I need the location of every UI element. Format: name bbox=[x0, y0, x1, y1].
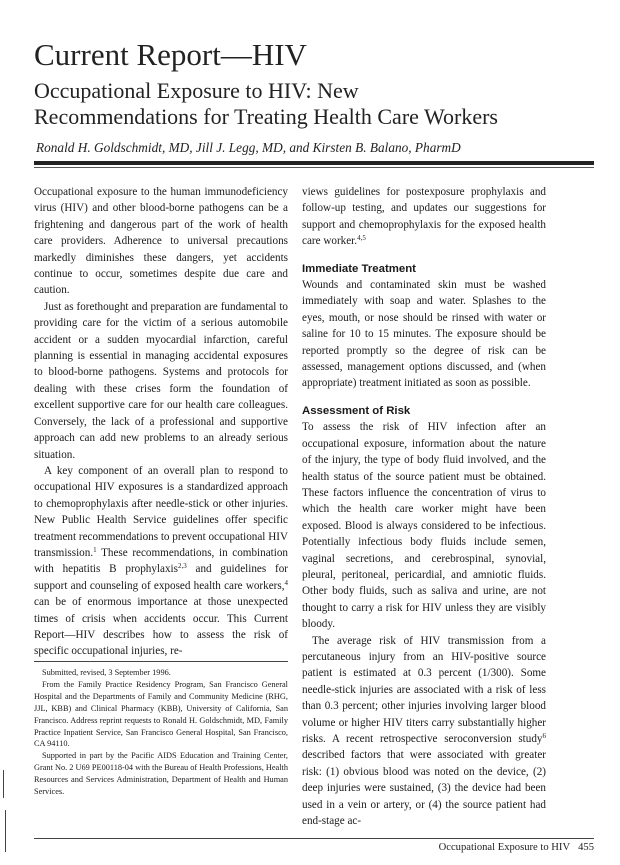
article-title-line-2: Recommendations for Treating Health Care Workers bbox=[34, 104, 498, 129]
footnote-submitted: Submitted, revised, 3 September 1996. bbox=[42, 668, 171, 677]
reference-4-5: 4,5 bbox=[357, 234, 366, 243]
intro-paragraph: Occupational exposure to the human immunodeficiency virus (HIV) and other blood-borne pathogens can be a frightening and dangerous part of the work of health care providers. Adherence to universal precautions markedly diminishes these dangers, yet accidents continue to occur, sometimes despite due care and caution. bbox=[34, 186, 288, 297]
series-title: Current Report—HIV bbox=[34, 37, 307, 72]
scan-edge-mark bbox=[3, 770, 4, 798]
header-rule-thin bbox=[34, 167, 594, 168]
guidelines-text-b: These recommendations, in combination with hepatitis B prophylaxis bbox=[34, 546, 288, 576]
footnote-block bbox=[34, 667, 288, 798]
heading-immediate-treatment: Immediate Treatment bbox=[302, 262, 416, 275]
continued-text: views guidelines for postexposure prophylaxis and follow-up testing, and updates our suggestions for support and chemoprophylaxis for the exposed health care worker. bbox=[302, 186, 546, 248]
header-rule-thick bbox=[34, 161, 594, 165]
reference-1: 1 bbox=[93, 545, 97, 554]
continued-paragraph bbox=[302, 184, 546, 250]
footnote-rule bbox=[34, 661, 288, 662]
scan-edge-mark-2 bbox=[5, 810, 6, 852]
guidelines-text-d: can be of enormous importance at those unexpected times of crisis when accidents occur. This Current Report—HIV describes how to assess the risk of specific occupational injuries, re- bbox=[34, 596, 288, 658]
transmission-text-b: described factors that were associated with greater risk: (1) obvious blood was noted on the device, (2) deep injuries were sustained, (3) the device had been used in a vein or artery, or (4) the source patient had end-stage ac- bbox=[302, 749, 546, 828]
footnote-support: Supported in part by the Pacific AIDS Education and Training Center, Grant No. 2 U69 PE00118-04 with the Bureau of Health Professions, Health Resources and Services Administration, Department of Health and Human Services. bbox=[34, 751, 288, 797]
transmission-text-a: The average risk of HIV transmission from a percutaneous injury from an HIV-positive source patient is estimated at 0.3 percent (1/300). Some needle-stick injuries are associated with a risk of less than 0.3 percent; other injuries involving larger blood volume or higher HIV titers carry substantially higher risks. A recent retrospective seroconversion study bbox=[302, 634, 546, 745]
page-number: 455 bbox=[578, 842, 594, 853]
guidelines-text-c: and guidelines for support and counseling of exposed health care workers, bbox=[34, 563, 288, 592]
running-footer bbox=[376, 842, 594, 853]
reference-2-3: 2,3 bbox=[177, 562, 187, 571]
left-column bbox=[34, 184, 288, 660]
article-title-line-1: Occupational Exposure to HIV: New bbox=[34, 78, 359, 103]
planning-paragraph: Just as forethought and preparation are fundamental to providing care for the victim of a serious automobile accident or a sudden myocardial infarction, careful planning is essential in managing accidental exposures to blood-borne pathogens. Systems and protocols for dealing with these crises form the foundation of excellent supportive care for our health care colleagues. Conversely, the lack of a professional and supportive approach can add new problems to an already serious situation. bbox=[34, 300, 288, 461]
author-byline: Ronald H. Goldschmidt, MD, Jill J. Legg, MD, and Kirsten B. Balano, PharmD bbox=[36, 140, 461, 155]
article-title bbox=[34, 78, 594, 130]
immediate-treatment-paragraph: Wounds and contaminated skin must be washed immediately with soap and water. Splashes to the eyes, mouth, or nose should be rinsed with water or saline for 10 to 15 minutes. The exposure should be reported promptly so the degree of risk can be assessed, management options discussed, and (when appropriate) treatment initiated as soon as possible. bbox=[302, 279, 546, 390]
guidelines-text-a: A key component of an overall plan to respond to occupational HIV exposures is a standardized approach to chemoprophylaxis after needle-stick or other injuries. New Public Health Service guidelines offer specific treatment recommendations to prevent occupational HIV transmission. bbox=[34, 464, 288, 559]
footnote-affiliations: From the Family Practice Residency Program, San Francisco General Hospital and the Departments of Family and Community Medicine (RHG, JJL, KBB) and Clinical Pharmacy (KBB), University of California, San Francisco. Address reprint requests to Ronald H. Goldschmidt, MD, Family Practice Inpatient Service, San Francisco General Hospital, San Francisco, CA 94110. bbox=[34, 679, 288, 749]
heading-assessment-of-risk: Assessment of Risk bbox=[302, 404, 411, 417]
reference-4: 4 bbox=[284, 578, 288, 587]
footer-rule bbox=[34, 838, 594, 839]
transmission-risk-paragraph bbox=[302, 633, 546, 830]
guidelines-paragraph bbox=[34, 463, 288, 660]
running-title: Occupational Exposure to HIV bbox=[438, 842, 571, 853]
assessment-paragraph: To assess the risk of HIV infection after an occupational exposure, information about the nature of the injury, the type of body fluid involved, and the health status of the source patient must be obtained. These factors influence the concentration of virus to which the health care worker might have been exposed. Blood is always considered to be infectious. Potentially infectious body fluids include semen, vaginal secretions, and cerebrospinal, synovial, pleural, peritoneal, pericardial, and amniotic fluids. Other body fluids, such as saliva and urine, are not thought to carry a risk for HIV unless they are visibly bloody. bbox=[302, 421, 546, 631]
reference-6: 6 bbox=[542, 732, 546, 740]
right-column bbox=[302, 184, 546, 829]
